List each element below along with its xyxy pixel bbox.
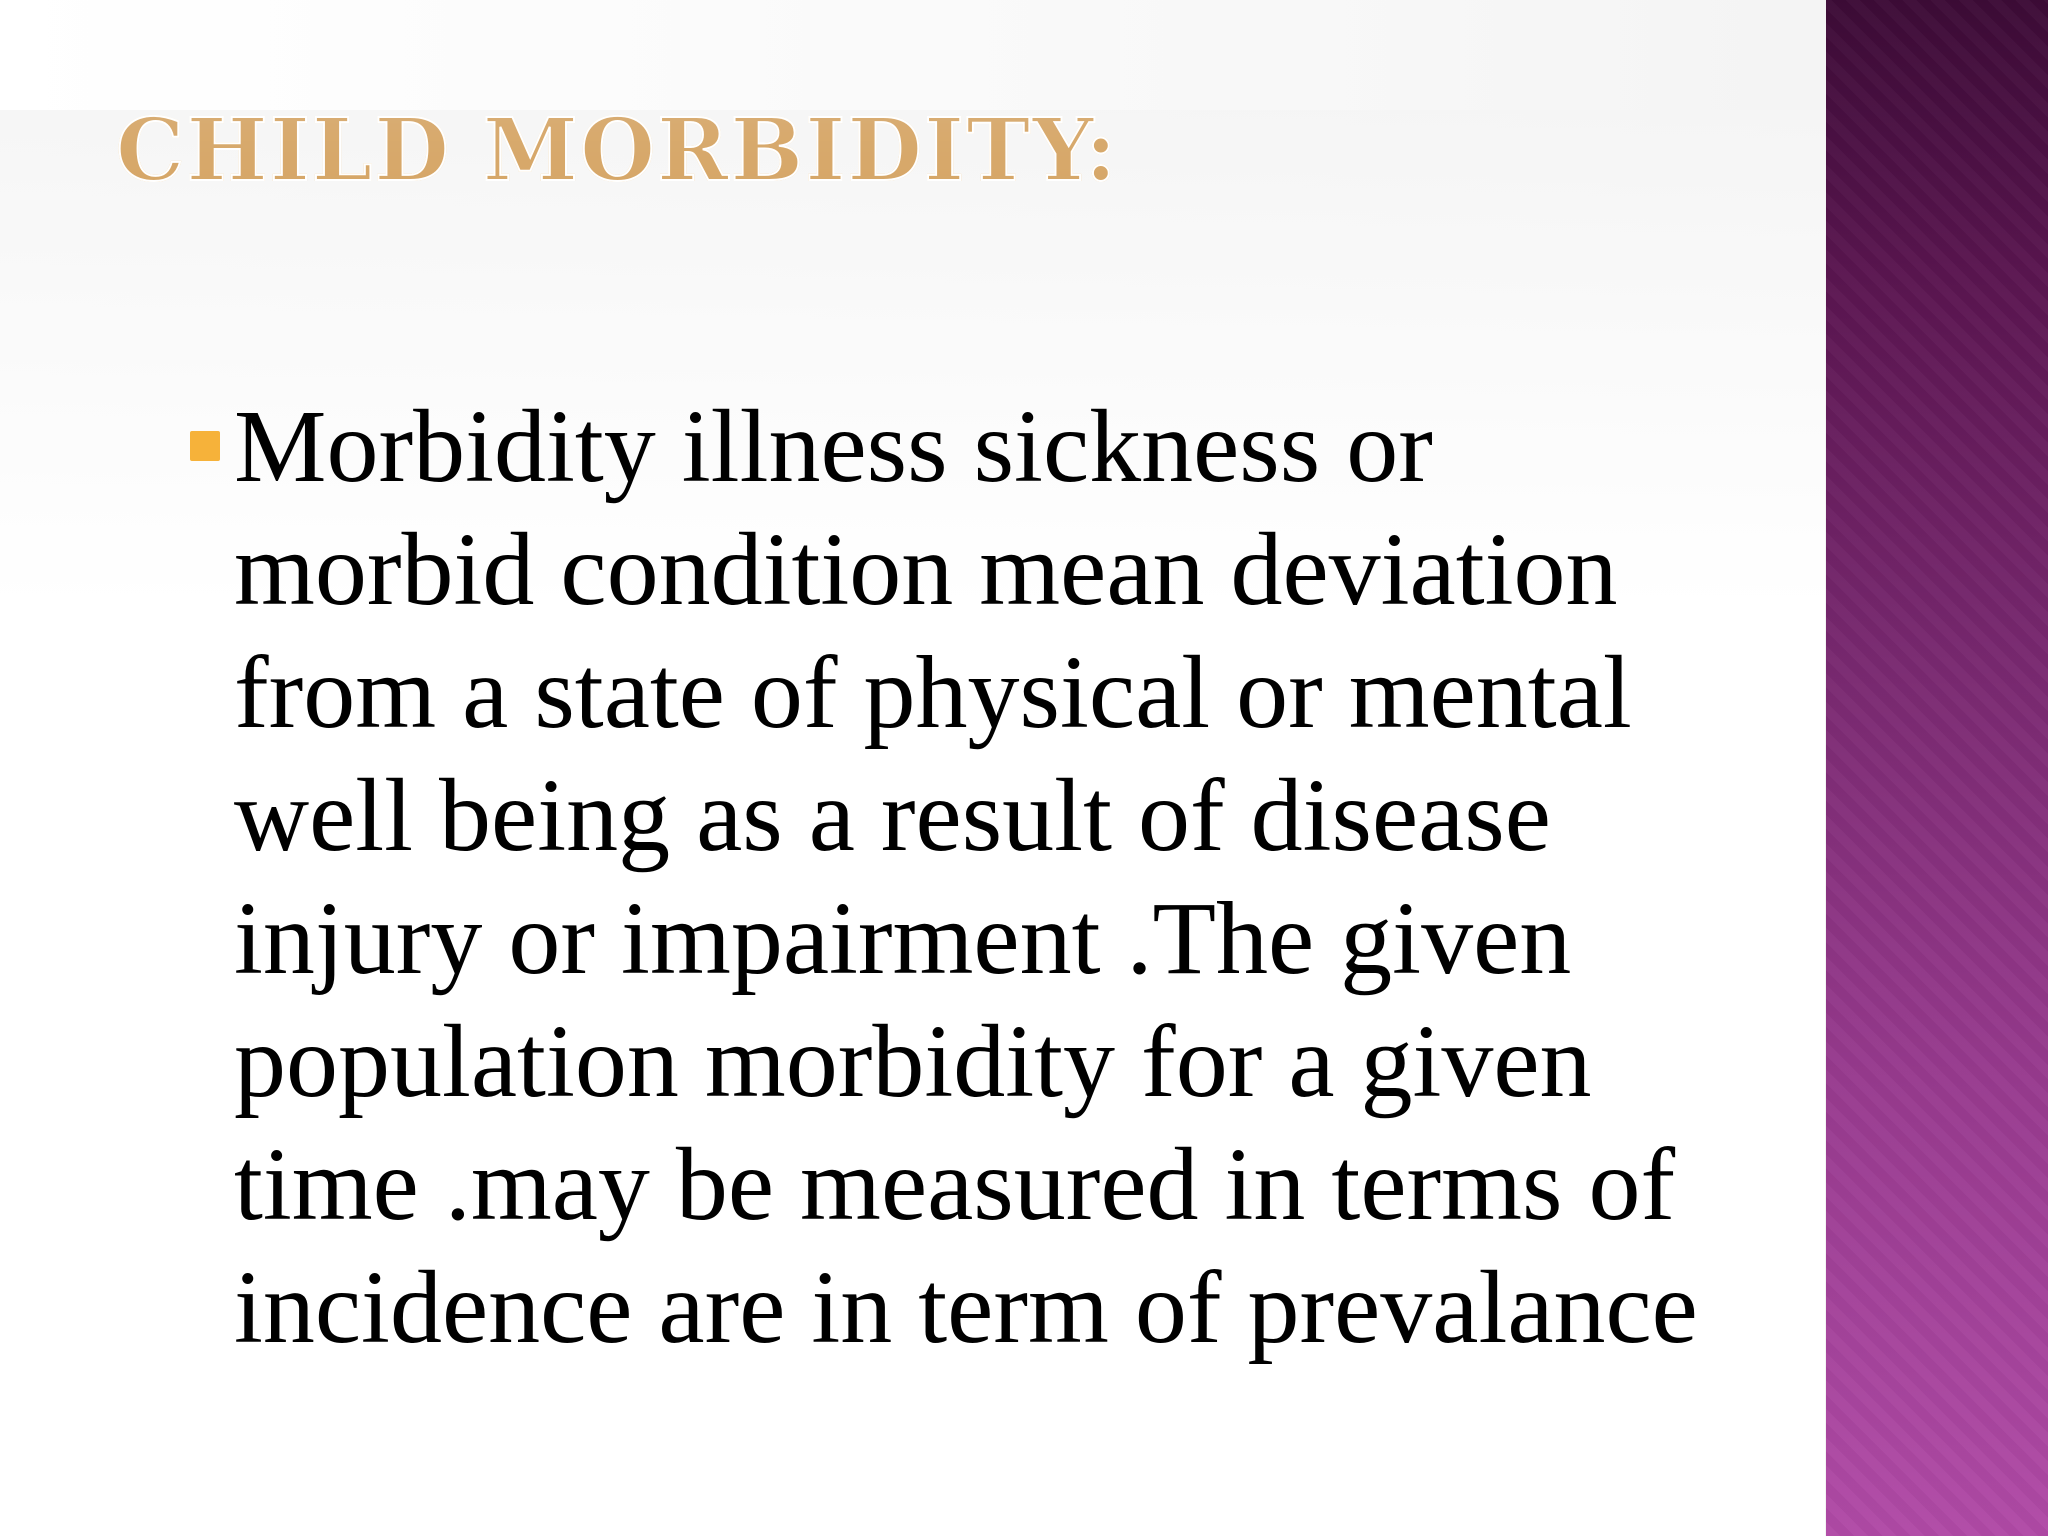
square-bullet-icon bbox=[190, 431, 220, 461]
right-decorative-band bbox=[1826, 0, 2048, 1536]
bullet-text: Morbidity illness sickness or morbid condition mean deviation from a state of physical or mental well being as a result of disease injury or impairment .The given population morbidity for a given time .may be measured in terms of incidence are in term of prevalance bbox=[234, 389, 1698, 1365]
slide-title: CHILD MORBIDITY: bbox=[116, 100, 1119, 201]
bullet-item bbox=[190, 385, 1710, 1369]
slide-content bbox=[190, 385, 1710, 1369]
